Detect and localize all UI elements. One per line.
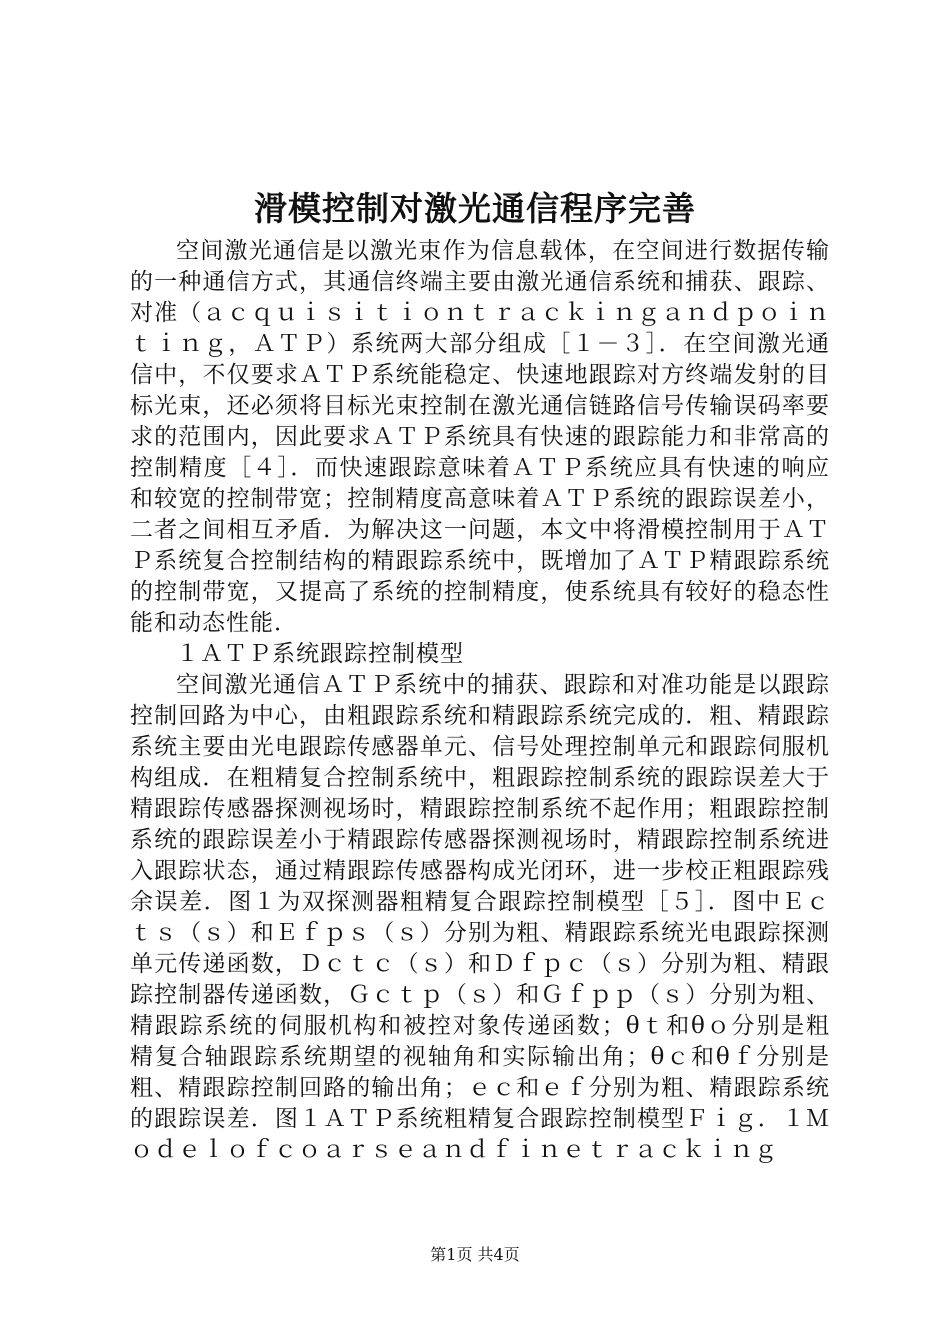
section-heading: １ＡＴＰ系统跟踪控制模型 [176, 641, 464, 667]
intro-paragraph: 空间激光通信是以激光束作为信息载体，在空间进行数据传输的一种通信方式，其通信终端主要由激光通信系统和捕获、跟踪、对准（ａｃｑｕｉｓｉｔｉｏｎｔｒａｃｋｉｎｇａｎｄｐｏｉｎｔｉｎｇ，ＡＴＰ）系统两大部分组成［１－３］．在空间激光通信中，不仅要求ＡＴＰ系统能稳定、快速地跟踪对方终端发射的目标光束，还必须将目标光束控制在激光通信链路信号传输误码率要求的范围内，因此要求ＡＴＰ系统具有快速的跟踪能力和非常高的控制精度［４］．而快速跟踪意味着ＡＴＰ系统应具有快速的响应和较宽的控制带宽；控制精度高意味着ＡＴＰ系统的跟踪误差小，二者之间相互矛盾．为解决这一问题，本文中将滑模控制用于ＡＴＰ系统复合控制结构的精跟踪系统中，既增加了ＡＴＰ精跟踪系统的控制带宽，又提高了系统的控制精度，使系统具有较好的稳态性能和动态性能． [130, 238, 830, 636]
document-title: 滑模控制对激光通信程序完善 [254, 189, 696, 228]
document-body [130, 236, 830, 1166]
section-paragraph: 空间激光通信ＡＴＰ系统中的捕获、跟踪和对准功能是以跟踪控制回路为中心，由粗跟踪系统和精跟踪系统完成的．粗、精跟踪系统主要由光电跟踪传感器单元、信号处理控制单元和跟踪伺服机构组成．在粗精复合控制系统中，粗跟踪控制系统的跟踪误差大于精跟踪传感器探测视场时，精跟踪控制系统不起作用；粗跟踪控制系统的跟踪误差小于精跟踪传感器探测视场时，精跟踪控制系统进入跟踪状态，通过精跟踪传感器构成光闭环，进一步校正粗跟踪残余误差．图１为双探测器粗精复合跟踪控制模型［５］．图中Ｅｃｔｓ（ｓ）和Ｅｆｐｓ（ｓ）分别为粗、精跟踪系统光电跟踪探测单元传递函数，Ｄｃｔｃ（ｓ）和Ｄｆｐｃ（ｓ）分别为粗、精跟踪控制器传递函数，Ｇｃｔｐ（ｓ）和Ｇｆｐｐ（ｓ）分别为粗、精跟踪系统的伺服机构和被控对象传递函数；θｔ和θｏ分别是粗精复合轴跟踪系统期望的视轴角和实际输出角；θｃ和θｆ分别是粗、精跟踪控制回路的输出角；ｅｃ和ｅｆ分别为粗、精跟踪系统的跟踪误差．图１ＡＴＰ系统粗精复合跟踪控制模型Ｆｉｇ．１Ｍｏｄｅｌｏｆｃｏａｒｓｅａｎｄｆｉｎｅｔｒａｃｋｉｎｇ [130, 672, 830, 1163]
page-footer: 第1页 共4页 [430, 1245, 520, 1264]
